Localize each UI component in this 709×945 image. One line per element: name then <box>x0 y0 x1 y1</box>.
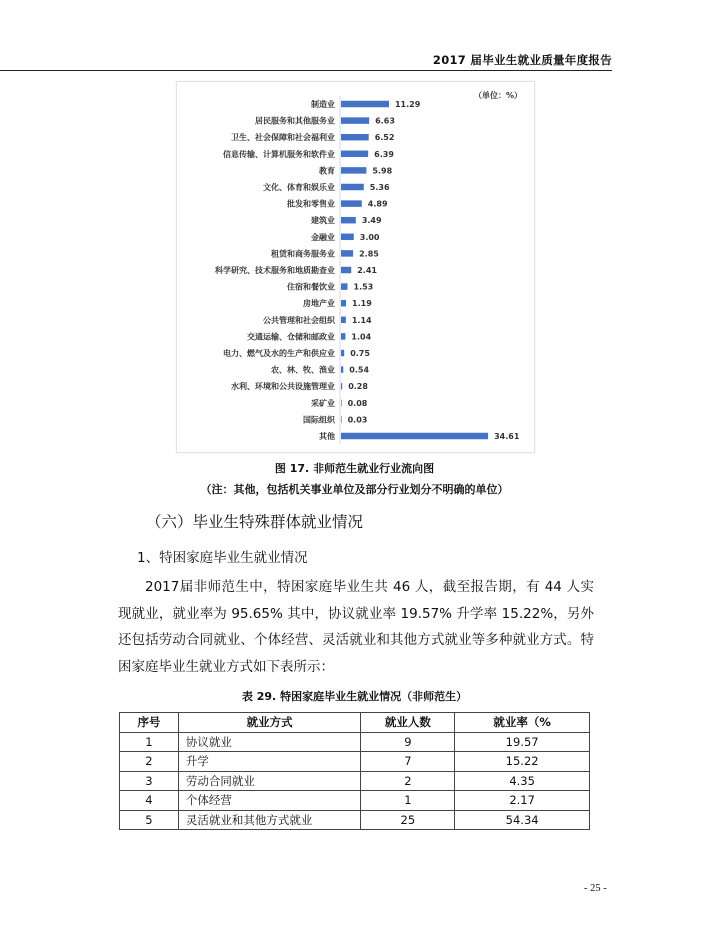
value-label: 5.98 <box>372 166 393 176</box>
employment-table <box>119 712 590 830</box>
category-label: 住宿和餐饮业 <box>287 282 335 292</box>
bar <box>341 317 346 324</box>
category-label: 农、林、牧、渔业 <box>271 365 335 375</box>
category-label: 电力、燃气及水的生产和供应业 <box>223 349 335 358</box>
bar <box>341 416 342 423</box>
section-title: （六）毕业生特殊群体就业情况 <box>146 513 364 531</box>
bar <box>341 234 354 241</box>
table-cell: 2 <box>120 752 179 772</box>
chart-unit-label: （单位：%） <box>473 91 522 100</box>
value-label: 3.49 <box>361 216 382 226</box>
category-label: 科学研究、技术服务和地质勘查业 <box>215 266 335 275</box>
value-label: 3.00 <box>359 232 380 242</box>
figure-title: 图 17. 非师范生就业行业流向图 <box>274 462 435 475</box>
value-label: 6.52 <box>374 133 395 143</box>
value-label: 0.28 <box>348 382 368 392</box>
bar <box>341 217 356 224</box>
header-cell: 就业率（% <box>455 713 590 733</box>
page-header <box>0 52 612 71</box>
table-header-row <box>120 713 590 733</box>
value-label: 6.63 <box>375 116 395 126</box>
table-title: 表 29. 特困家庭毕业生就业情况（非师范生） <box>241 690 468 703</box>
category-label: 其他 <box>319 432 335 441</box>
table-row <box>120 732 590 752</box>
table-cell: 54.34 <box>455 810 590 830</box>
category-label: 租赁和商务服务业 <box>271 249 335 259</box>
value-label: 0.54 <box>349 365 370 375</box>
bar <box>341 383 342 390</box>
table-cell: 2 <box>361 771 455 791</box>
bar <box>341 300 346 307</box>
value-label: 1.14 <box>351 315 372 325</box>
bar <box>341 101 389 108</box>
category-label: 教育 <box>319 166 335 176</box>
bar <box>341 134 369 141</box>
table-cell: 9 <box>361 732 455 752</box>
value-label: 0.03 <box>347 415 368 425</box>
table-cell: 1 <box>361 791 455 811</box>
category-label: 水利、环境和公共设施管理业 <box>231 382 335 392</box>
value-label: 2.41 <box>357 266 377 275</box>
category-label: 制造业 <box>311 100 335 109</box>
table-cell: 个体经营 <box>178 791 361 811</box>
value-label: 0.75 <box>350 349 370 358</box>
header-cell: 就业人数 <box>361 713 455 733</box>
table-row <box>120 791 590 811</box>
table-cell: 4.35 <box>455 771 590 791</box>
value-label: 4.89 <box>367 199 388 209</box>
category-label: 交通运输、仓储和邮政业 <box>247 332 335 342</box>
chart-svg <box>177 82 534 452</box>
bar <box>341 333 345 340</box>
value-label: 0.08 <box>347 398 368 408</box>
table-cell: 4 <box>120 791 179 811</box>
table-cell: 15.22 <box>455 752 590 772</box>
table-cell: 灵活就业和其他方式就业 <box>178 810 361 830</box>
category-label: 卫生、社会保障和社会福利业 <box>231 133 335 143</box>
category-label: 采矿业 <box>311 398 335 408</box>
body-paragraph <box>118 574 594 680</box>
value-label: 1.19 <box>352 299 372 309</box>
table-row <box>120 752 590 772</box>
bar <box>341 184 364 191</box>
page-number: - 25 - <box>584 883 607 894</box>
table-cell: 2.17 <box>455 791 590 811</box>
value-label: 6.39 <box>374 149 394 159</box>
table-row <box>120 810 590 830</box>
bar <box>341 400 342 407</box>
bar <box>341 433 488 440</box>
table-cell: 19.57 <box>455 732 590 752</box>
table-cell: 1 <box>120 732 179 752</box>
category-label: 信息传输、计算机服务和软件业 <box>223 149 335 159</box>
category-label: 批发和零售业 <box>287 199 335 209</box>
category-label: 房地产业 <box>303 299 335 309</box>
table-cell: 5 <box>120 810 179 830</box>
bar <box>341 117 369 124</box>
value-label: 34.61 <box>494 432 520 441</box>
table-cell: 7 <box>361 752 455 772</box>
industry-flow-chart <box>176 81 535 453</box>
category-label: 文化、体育和娱乐业 <box>263 183 335 192</box>
table-cell: 升学 <box>178 752 361 772</box>
bar <box>341 267 351 274</box>
paragraph-text: 2017届非师范生中，特困家庭毕业生共 46 人，截至报告期，有 44 人实现就业，就业率为 95.65% 其中，协议就业率 19.57% 升学率 15.22%，另外还包括劳动合同就业、个体经营、灵活就业和其他方式就业等多种就业方式。特困家庭毕业生就业方式如下表所示： <box>118 579 594 675</box>
category-label: 居民服务和其他服务业 <box>255 116 335 126</box>
category-label: 公共管理和社会组织 <box>263 315 335 325</box>
value-label: 5.36 <box>369 183 390 192</box>
subsection-title: 1、特困家庭毕业生就业情况 <box>137 550 308 566</box>
header-cell: 就业方式 <box>178 713 361 733</box>
category-label: 金融业 <box>311 232 335 242</box>
table-cell: 劳动合同就业 <box>178 771 361 791</box>
category-label: 国际组织 <box>303 415 335 425</box>
bar <box>341 366 343 373</box>
value-label: 11.29 <box>394 100 421 109</box>
figure-note: （注：其他，包括机关事业单位及部分行业划分不明确的单位） <box>200 483 509 496</box>
bar <box>341 250 353 257</box>
table-row <box>120 771 590 791</box>
bar <box>341 200 362 207</box>
value-label: 2.85 <box>359 249 379 259</box>
value-label: 1.53 <box>353 282 374 292</box>
table-cell: 3 <box>120 771 179 791</box>
table-cell: 25 <box>361 810 455 830</box>
category-label: 建筑业 <box>311 216 335 226</box>
bar <box>341 167 366 174</box>
bar <box>341 151 368 158</box>
table-cell: 协议就业 <box>178 732 361 752</box>
header-cell: 序号 <box>120 713 179 733</box>
bar <box>341 350 344 357</box>
bar <box>341 283 348 290</box>
report-title: 2017 届毕业生就业质量年度报告 <box>432 53 612 67</box>
value-label: 1.04 <box>351 332 372 342</box>
